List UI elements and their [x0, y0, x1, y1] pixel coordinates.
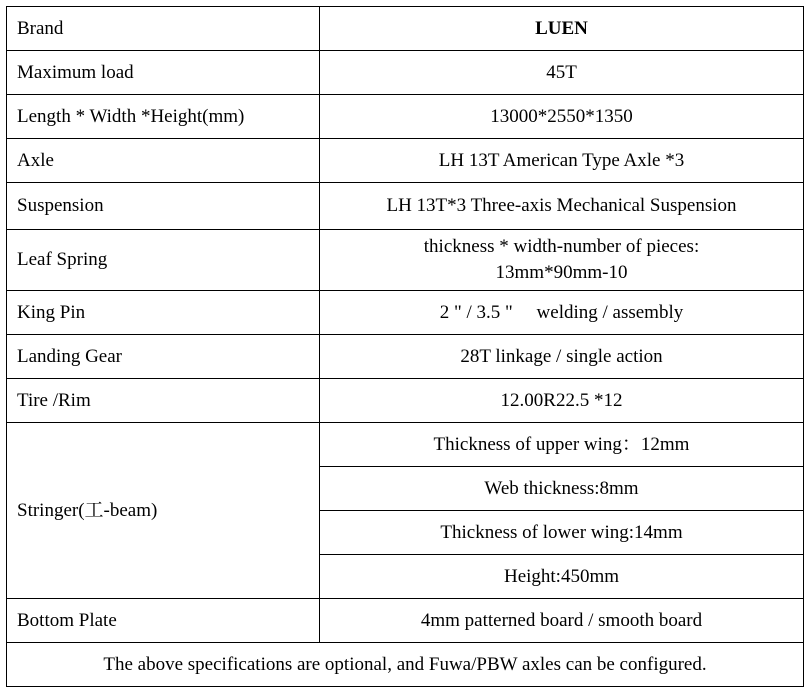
row-value: 28T linkage / single action: [320, 335, 804, 379]
row-value: 13000*2550*1350: [320, 95, 804, 139]
row-value: 12.00R22.5 *12: [320, 379, 804, 423]
table-row: [7, 183, 804, 230]
stringer-value: Thickness of lower wing:14mm: [320, 511, 804, 555]
leaf-spring-line-1: thickness * width-number of pieces:: [423, 236, 700, 257]
table-row: [7, 643, 804, 687]
row-label: Bottom Plate: [7, 599, 320, 643]
table-row: [7, 335, 804, 379]
table-row: [7, 95, 804, 139]
table-row: [7, 51, 804, 95]
row-value: 4mm patterned board / smooth board: [320, 599, 804, 643]
table-row: [7, 139, 804, 183]
table-row: [7, 379, 804, 423]
row-value: LH 13T*3 Three-axis Mechanical Suspension: [320, 183, 804, 230]
row-label: Leaf Spring: [7, 230, 320, 291]
table-row: [7, 230, 804, 291]
table-row: [7, 423, 804, 467]
stringer-value: Thickness of upper wing：12mm: [320, 423, 804, 467]
stringer-value: Height:450mm: [320, 555, 804, 599]
spec-table: [6, 6, 804, 687]
row-label: Stringer(工-beam): [7, 423, 320, 599]
row-value: 45T: [320, 51, 804, 95]
leaf-spring-line-2: 13mm*90mm-10: [495, 262, 628, 283]
footnote: The above specifications are optional, and Fuwa/PBW axles can be configured.: [7, 643, 804, 687]
row-label: Tire /Rim: [7, 379, 320, 423]
row-value: [320, 230, 804, 291]
row-label: King Pin: [7, 291, 320, 335]
table-row: [7, 599, 804, 643]
row-label: Length * Width *Height(mm): [7, 95, 320, 139]
row-label: Landing Gear: [7, 335, 320, 379]
row-value: LUEN: [320, 7, 804, 51]
table-row: [7, 291, 804, 335]
table-row: [7, 7, 804, 51]
row-label: Suspension: [7, 183, 320, 230]
row-label: Axle: [7, 139, 320, 183]
row-label: Maximum load: [7, 51, 320, 95]
stringer-value: Web thickness:8mm: [320, 467, 804, 511]
row-label: Brand: [7, 7, 320, 51]
row-value: LH 13T American Type Axle *3: [320, 139, 804, 183]
row-value: 2 " / 3.5 " welding / assembly: [320, 291, 804, 335]
